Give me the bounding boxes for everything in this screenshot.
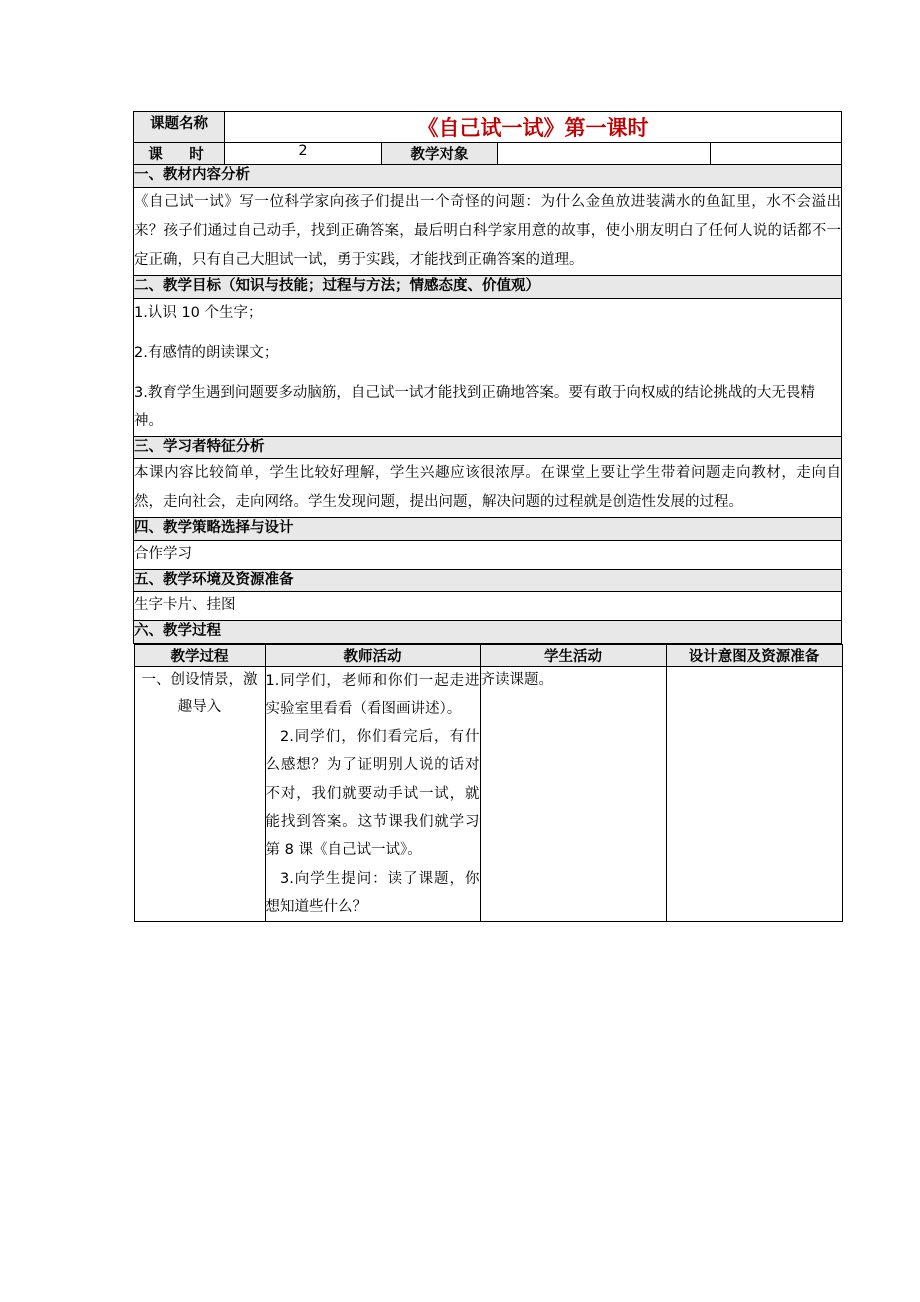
table-row-section-heading-1 (134, 165, 842, 188)
page-title: 《自己试一试》第一课时 (417, 115, 649, 140)
period-label: 课 时 (148, 147, 210, 163)
teacher-activity-line: 3.向学生提问：读了课题，你想知道些什么？ (265, 870, 480, 915)
period-label-cell (134, 143, 225, 165)
table-row-section-body-5 (134, 592, 842, 621)
audience-label-cell (382, 143, 498, 165)
audience-value-cell (498, 143, 711, 165)
teacher-activity-line: 2.同学们，你们看完后，有什么感想？为了证明别人说的话对不对，我们就要动手试一试，就能找到答案。这节课我们就学习第 8 课《自己试一试》。 (265, 729, 480, 859)
audience-label: 教学对象 (410, 147, 469, 163)
period-value: 2 (298, 143, 308, 159)
goal-line: 3.教育学生遇到问题要多动脑筋，自己试一试才能找到正确地答案。要有敢于向权威的结论挑战的大无畏精神。 (134, 385, 815, 430)
table-row-section-body-1 (134, 187, 842, 275)
process-header-row (134, 644, 842, 666)
process-design-cell (666, 666, 842, 921)
extra-value-cell (711, 143, 842, 165)
topic-label-cell (134, 112, 225, 143)
table-row-section-body-2 (134, 298, 842, 436)
section-heading-process: 六、教学过程 (134, 620, 842, 643)
section-heading-teaching-goals: 二、教学目标（知识与技能；过程与方法；情感态度、价值观） (134, 275, 842, 298)
lesson-plan-table (133, 111, 842, 922)
table-row (134, 666, 842, 921)
table-row-section-body-3 (134, 459, 842, 518)
table-row-section-heading-2 (134, 275, 842, 298)
process-teacher-cell (265, 666, 480, 921)
process-col-teacher: 教师活动 (265, 644, 480, 666)
table-row-period (134, 143, 842, 165)
process-student-cell: 齐读课题。 (480, 666, 666, 921)
section-heading-strategy: 四、教学策略选择与设计 (134, 518, 842, 541)
section-body-strategy: 合作学习 (134, 541, 842, 570)
table-row-section-body-4 (134, 541, 842, 570)
section-heading-content-analysis: 一、教材内容分析 (134, 165, 842, 188)
section-heading-environment: 五、教学环境及资源准备 (134, 569, 842, 592)
table-row-process-wrapper (134, 643, 842, 922)
topic-title-cell (225, 112, 842, 143)
table-row-topic (134, 112, 842, 143)
section-body-content-analysis: 《自己试一试》写一位科学家向孩子们提出一个奇怪的问题：为什么金鱼放进装满水的鱼缸里，水不会溢出来？孩子们通过自己动手，找到正确答案，最后明白科学家用意的故事，使小朋友明白了任何人说的话都不一定正确，只有自己大胆试一试，勇于实践，才能找到正确答案的道理。 (134, 187, 842, 275)
goal-line: 2.有感情的朗读课文； (134, 344, 279, 361)
table-row-section-heading-4 (134, 518, 842, 541)
process-stage-cell: 一、创设情景，激趣导入 (134, 666, 265, 921)
goal-line: 1.认识 10 个生字； (134, 304, 263, 321)
section-body-teaching-goals (134, 298, 842, 436)
process-table-cell (134, 643, 842, 922)
period-value-cell (225, 143, 382, 165)
table-row-section-heading-5 (134, 569, 842, 592)
topic-label: 课题名称 (150, 116, 208, 132)
section-body-environment: 生字卡片、挂图 (134, 592, 842, 621)
process-col-design: 设计意图及资源准备 (666, 644, 842, 666)
teacher-activity-line: 1.同学们，老师和你们一起走进实验室里看看（看图画讲述）。 (265, 672, 480, 717)
table-row-section-heading-6 (134, 620, 842, 643)
process-table (134, 644, 843, 922)
section-heading-learner-analysis: 三、学习者特征分析 (134, 436, 842, 459)
table-row-section-heading-3 (134, 436, 842, 459)
process-col-student: 学生活动 (480, 644, 666, 666)
process-col-stage: 教学过程 (134, 644, 265, 666)
section-body-learner-analysis: 本课内容比较简单，学生比较好理解，学生兴趣应该很浓厚。在课堂上要让学生带着问题走向教材，走向自然，走向社会，走向网络。学生发现问题，提出问题，解决问题的过程就是创造性发展的过程。 (134, 459, 842, 518)
